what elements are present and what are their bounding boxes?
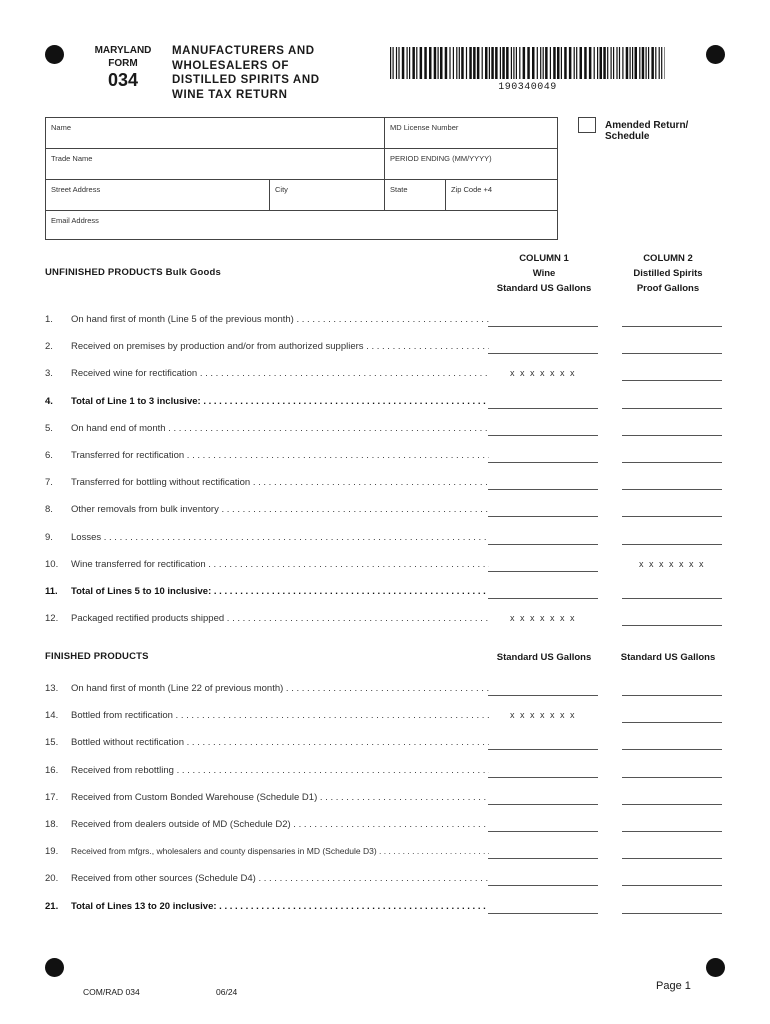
city-field[interactable] — [270, 180, 385, 211]
title-line: MANUFACTURERS AND — [172, 45, 315, 57]
column2-entry[interactable] — [622, 368, 722, 381]
column1-entry[interactable] — [488, 683, 598, 696]
line-description: On hand first of month (Line 22 of previous month) . . . — [71, 683, 489, 694]
line-description: Packaged rectified products shipped . . . — [71, 613, 489, 624]
line-description: Total of Line 1 to 3 inclusive: . . . — [71, 396, 489, 407]
state-field[interactable] — [385, 180, 446, 211]
column1-entry[interactable] — [488, 477, 598, 490]
line-item-row — [45, 423, 725, 437]
line-description: Received wine for rectification . . . — [71, 368, 489, 379]
page-number: Page 1 — [656, 980, 691, 992]
registration-mark-top-left — [45, 45, 64, 64]
column1-entry[interactable] — [488, 423, 598, 436]
email-label: Email Address — [51, 216, 99, 225]
column2-entry[interactable] — [622, 846, 722, 859]
line-item-row — [45, 792, 725, 806]
column1-entry[interactable] — [488, 586, 598, 599]
finished-column2-header: Standard US Gallons — [620, 652, 716, 663]
title-line: DISTILLED SPIRITS AND — [172, 74, 320, 86]
line-item-row — [45, 737, 725, 751]
column2-entry: x x x x x x x — [638, 558, 705, 569]
line-item-row — [45, 477, 725, 491]
line-item-row — [45, 341, 725, 355]
column2-entry[interactable] — [622, 504, 722, 517]
title-line: WINE TAX RETURN — [172, 88, 288, 101]
state-label: State — [390, 185, 408, 194]
column2-entry[interactable] — [622, 901, 722, 914]
line-number: 5. — [45, 422, 53, 434]
column1-entry[interactable] — [488, 450, 598, 463]
line-description: Transferred for rectification . . . — [71, 450, 489, 461]
column1-entry[interactable] — [488, 901, 598, 914]
column2-entry[interactable] — [622, 341, 722, 354]
period-field[interactable] — [385, 149, 558, 180]
column1-entry[interactable] — [488, 504, 598, 517]
column2-entry[interactable] — [622, 683, 722, 696]
state-label: MARYLAND — [94, 45, 152, 56]
line-item-row — [45, 314, 725, 328]
column1-entry[interactable] — [488, 737, 598, 750]
column1-entry[interactable] — [488, 765, 598, 778]
line-number: 15. — [45, 737, 59, 749]
column2-entry[interactable] — [622, 314, 722, 327]
barcode — [390, 47, 665, 79]
column2-entry[interactable] — [622, 586, 722, 599]
column2-entry[interactable] — [622, 737, 722, 750]
form-number: 034 — [107, 70, 139, 90]
line-number: 3. — [45, 368, 53, 380]
column1-entry: x x x x x x x — [509, 368, 576, 379]
line-description: Total of Lines 13 to 20 inclusive: . . . — [71, 901, 489, 912]
line-number: 16. — [45, 764, 59, 776]
registration-mark-bottom-right — [706, 958, 725, 977]
line-description: Losses . . . — [71, 532, 489, 543]
amended-label-line: Amended Return/ — [605, 120, 689, 131]
line-number: 21. — [45, 900, 59, 912]
column2-header — [612, 251, 724, 296]
footer-date: 06/24 — [216, 987, 238, 997]
line-item-row — [45, 873, 725, 887]
line-number: 12. — [45, 613, 59, 625]
form-title — [172, 44, 320, 102]
line-number: 13. — [45, 683, 59, 694]
line-description: Wine transferred for rectification . . . — [71, 559, 489, 570]
column1-header-line: Wine — [532, 268, 556, 279]
column2-entry[interactable] — [622, 710, 722, 723]
column2-entry[interactable] — [622, 873, 722, 886]
line-description: Total of Lines 5 to 10 inclusive: . . . — [71, 586, 489, 597]
column1-header — [480, 251, 608, 296]
line-item-row — [45, 765, 725, 779]
line-number: 2. — [45, 341, 53, 353]
line-number: 9. — [45, 531, 53, 543]
trade-name-field[interactable] — [46, 149, 385, 180]
registration-mark-bottom-left — [45, 958, 64, 977]
email-field[interactable] — [46, 211, 558, 240]
column2-entry[interactable] — [622, 765, 722, 778]
column1-entry: x x x x x x x — [509, 710, 576, 721]
trade-name-label: Trade Name — [51, 154, 93, 163]
line-number: 18. — [45, 819, 59, 830]
line-number: 20. — [45, 873, 59, 885]
line-item-row — [45, 586, 725, 600]
column1-entry[interactable] — [488, 873, 598, 886]
line-number: 17. — [45, 791, 59, 803]
amended-return-checkbox[interactable] — [578, 117, 596, 133]
line-description: Received from Custom Bonded Warehouse (Schedule D1) . . . — [71, 792, 489, 803]
form-label: FORM — [108, 58, 138, 69]
line-item-row — [45, 819, 725, 833]
street-field[interactable] — [46, 180, 270, 211]
line-description: Bottled without rectification . . . — [71, 737, 489, 748]
line-description: Received from other sources (Schedule D4) . . . — [71, 873, 489, 884]
line-item-row — [45, 396, 725, 410]
line-number: 7. — [45, 477, 53, 489]
registration-mark-top-right — [706, 45, 725, 64]
line-number: 1. — [45, 314, 53, 325]
column1-entry: x x x x x x x — [509, 613, 576, 624]
line-description: Other removals from bulk inventory . . . — [71, 504, 489, 515]
line-number: 4. — [45, 395, 53, 407]
column1-header-line: Standard US Gallons — [496, 283, 592, 294]
line-description: Received from mfgrs., wholesalers and county dispensaries in MD (Schedule D3) . . . — [71, 846, 489, 856]
line-item-row — [45, 613, 725, 627]
column2-entry[interactable] — [622, 819, 722, 832]
line-description: Transferred for bottling without rectification . . . — [71, 477, 489, 488]
column1-entry[interactable] — [488, 396, 598, 409]
column2-entry[interactable] — [622, 477, 722, 490]
taxpayer-info-box — [45, 117, 558, 240]
line-number: 14. — [45, 710, 59, 722]
zip-label: Zip Code +4 — [451, 185, 493, 194]
column1-entry[interactable] — [488, 846, 598, 859]
column1-entry[interactable] — [488, 341, 598, 354]
finished-column1-header: Standard US Gallons — [496, 652, 592, 663]
line-description: Received from dealers outside of MD (Schedule D2) . . . — [71, 819, 489, 830]
title-line: WHOLESALERS OF — [172, 59, 290, 72]
street-label: Street Address — [51, 185, 101, 194]
zip-field[interactable] — [446, 180, 558, 211]
name-field[interactable] — [46, 118, 385, 149]
column2-entry[interactable] — [622, 532, 722, 545]
line-description: On hand first of month (Line 5 of the previous month) . . . — [71, 314, 489, 325]
column1-entry[interactable] — [488, 819, 598, 832]
line-number: 8. — [45, 504, 53, 516]
unfinished-section-title: UNFINISHED PRODUCTS Bulk Goods — [45, 267, 221, 278]
column1-entry[interactable] — [488, 532, 598, 545]
column2-entry[interactable] — [622, 450, 722, 463]
column2-header-line: COLUMN 2 — [643, 253, 693, 264]
line-description: Received on premises by production and/or from authorized suppliers . . . — [71, 341, 489, 352]
line-item-row — [45, 683, 725, 697]
line-item-row — [45, 532, 725, 546]
line-item-row — [45, 710, 725, 724]
column2-entry[interactable] — [622, 613, 722, 626]
line-description: Received from rebottling . . . — [71, 765, 489, 776]
period-label: PERIOD ENDING (MM/YYYY) — [390, 154, 492, 163]
line-number: 11. — [45, 586, 58, 597]
column1-header-line: COLUMN 1 — [519, 253, 569, 264]
license-label: MD License Number — [390, 123, 459, 132]
line-item-row — [45, 559, 725, 573]
footer-form-id: COM/RAD 034 — [83, 987, 140, 997]
form-identifier — [85, 44, 161, 90]
line-item-row — [45, 901, 725, 915]
line-number: 6. — [45, 450, 53, 461]
finished-section-title: FINISHED PRODUCTS — [45, 651, 149, 662]
city-label: City — [275, 185, 288, 194]
license-field[interactable] — [385, 118, 558, 149]
column2-header-line: Proof Gallons — [636, 283, 700, 294]
amended-return-label — [605, 120, 688, 142]
line-item-row — [45, 450, 725, 464]
line-description: Bottled from rectification . . . — [71, 710, 489, 721]
line-item-row — [45, 846, 725, 860]
barcode-number: 190340049 — [498, 82, 557, 93]
line-number: 10. — [45, 558, 59, 570]
column2-entry[interactable] — [622, 792, 722, 805]
column1-entry[interactable] — [488, 792, 598, 805]
name-label: Name — [51, 123, 72, 132]
column2-entry[interactable] — [622, 423, 722, 436]
column2-header-line: Distilled Spirits — [633, 268, 703, 279]
line-item-row — [45, 368, 725, 382]
line-item-row — [45, 504, 725, 518]
amended-label-line: Schedule — [605, 131, 650, 142]
column1-entry[interactable] — [488, 314, 598, 327]
column2-entry[interactable] — [622, 396, 722, 409]
column1-entry[interactable] — [488, 559, 598, 572]
line-number: 19. — [45, 846, 59, 858]
line-description: On hand end of month . . . — [71, 423, 489, 434]
